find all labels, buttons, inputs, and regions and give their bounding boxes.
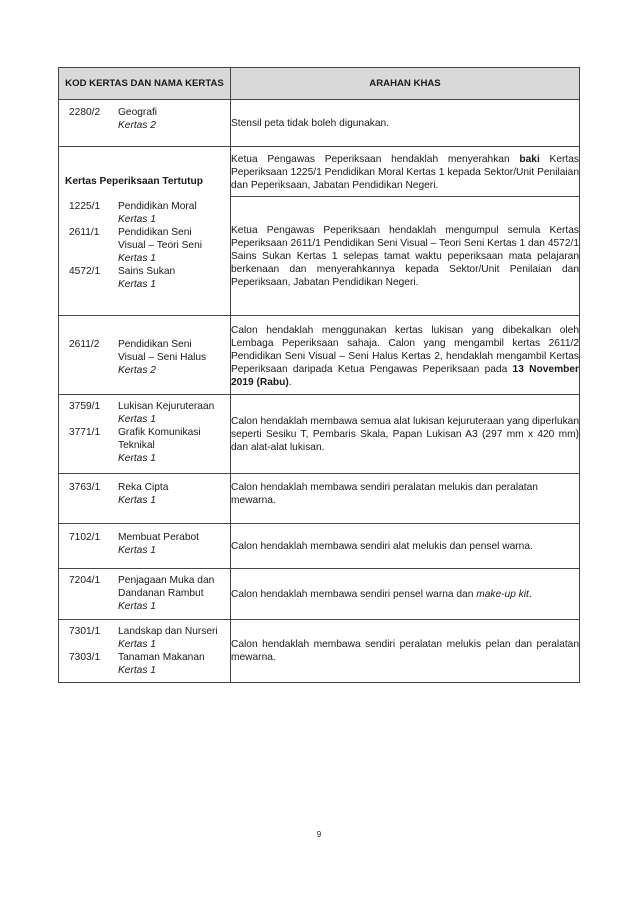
paper-code: 1225/1 [69,201,101,212]
paper-cell [59,524,231,569]
paper-code: 3771/1 [69,427,101,438]
paper-name-cont: Teknikal [118,440,155,451]
table-row [59,100,580,147]
table-row [59,620,580,683]
paper-item [63,338,226,377]
paper-item [63,651,226,677]
paper-name: Pendidikan Moral [118,201,197,212]
paper-cell [59,569,231,620]
paper-name: Lukisan Kejuruteraan [118,401,215,412]
paper-name: Pendidikan Seni [118,227,192,238]
paper-code: 3763/1 [69,482,101,493]
paper-kertas: Kertas 1 [118,279,156,290]
paper-kertas: Kertas 1 [118,665,156,676]
table-row [59,316,580,395]
paper-cell [59,147,231,316]
paper-item [63,531,226,557]
paper-cell [59,316,231,395]
paper-kertas: Kertas 1 [118,639,156,650]
paper-kertas: Kertas 1 [118,545,156,556]
paper-name: Landskap dan Nurseri [118,626,218,637]
paper-name: Grafik Komunikasi [118,427,201,438]
paper-name: Penjagaan Muka dan [118,575,215,586]
paper-item [63,106,226,132]
paper-cell [59,474,231,524]
paper-item [63,625,226,651]
paper-kertas: Kertas 2 [118,365,156,376]
paper-cell [59,620,231,683]
section-title: Kertas Peperiksaan Tertutup [65,176,203,187]
paper-name: Sains Sukan [118,266,176,277]
paper-code: 7102/1 [69,532,101,543]
paper-kertas: Kertas 1 [118,601,156,612]
paper-item [63,400,226,426]
table-row [59,147,580,197]
instruction-cell: Calon hendaklah membawa sendiri peralatan melukis dan peralatan mewarna. [231,474,580,524]
instruction-cell: Stensil peta tidak boleh digunakan. [231,100,580,147]
table-row [59,524,580,569]
paper-cell [59,100,231,147]
paper-code: 2611/2 [69,339,100,350]
paper-name-cont: Visual – Teori Seni [118,240,203,251]
paper-kertas: Kertas 1 [118,253,156,264]
paper-name: Tanaman Makanan [118,652,205,663]
table-row [59,569,580,620]
paper-code: 3759/1 [69,401,101,412]
paper-name: Reka Cipta [118,482,169,493]
header-kod-kertas: KOD KERTAS DAN NAMA KERTAS [59,68,231,100]
table-row [59,395,580,474]
paper-code: 7301/1 [69,626,101,637]
instruction-cell: Calon hendaklah membawa semua alat lukisan kejuruteraan yang diperlukan seperti Sesiku T, Pembaris Skala, Papan Lukisan A3 (297 mm x 420 mm) dan alat-alat lukisan. [231,395,580,474]
paper-code: 2280/2 [69,107,101,118]
header-arahan-khas: ARAHAN KHAS [231,68,580,100]
paper-code: 4572/1 [69,266,101,277]
paper-item [63,265,226,291]
paper-item [63,226,226,265]
paper-name-cont: Dandanan Rambut [118,588,204,599]
paper-code: 2611/1 [69,227,100,238]
instruction-cell: Calon hendaklah membawa sendiri alat melukis dan pensel warna. [231,524,580,569]
instruction-cell: Ketua Pengawas Peperiksaan hendaklah menyerahkan baki Kertas Peperiksaan 1225/1 Pendidikan Moral Kertas 1 kepada Sektor/Unit Penilaian dan Peperiksaan, Jabatan Pendidikan Negeri. [231,147,580,197]
paper-name: Geografi [118,107,158,118]
paper-kertas: Kertas 2 [118,120,156,131]
paper-item [63,426,226,465]
paper-kertas: Kertas 1 [118,495,156,506]
instruction-cell: Calon hendaklah membawa sendiri peralatan melukis pelan dan peralatan mewarna. [231,620,580,683]
paper-name: Membuat Perabot [118,532,199,543]
paper-item [63,481,226,507]
paper-kertas: Kertas 1 [118,453,156,464]
paper-name-cont: Visual – Seni Halus [118,352,207,363]
instruction-cell: Ketua Pengawas Peperiksaan hendaklah mengumpul semula Kertas Peperiksaan 2611/1 Pendidikan Seni Visual – Teori Seni Kertas 1 dan 4572/1 Sains Sukan Kertas 1 selepas tamat waktu peperiksaan mata pelajaran berkenaan dan menyerahkannya kepada Sektor/Unit Penilaian dan Peperiksaan, Jabatan Pendidikan Negeri. [231,197,580,316]
table-header-row [59,68,580,100]
instruction-cell: Calon hendaklah menggunakan kertas lukisan yang dibekalkan oleh Lembaga Peperiksaan sahaja. Calon yang mengambil kertas 2611/2 Pendidikan Seni Visual – Seni Halus Kertas 2, hendaklah mengambil Kertas Peperiksaan daripada Ketua Pengawas Peperiksaan pada 13 November 2019 (Rabu). [231,316,580,395]
instruction-cell: Calon hendaklah membawa sendiri pensel warna dan make-up kit. [231,569,580,620]
paper-kertas: Kertas 1 [118,414,156,425]
paper-name: Pendidikan Seni [118,339,192,350]
paper-code: 7204/1 [69,575,101,586]
paper-code: 7303/1 [69,652,101,663]
page-number: 9 [316,830,322,839]
paper-cell [59,395,231,474]
instructions-table [58,67,580,683]
paper-item [63,574,226,613]
table-row [59,474,580,524]
paper-item [63,200,226,226]
paper-kertas: Kertas 1 [118,214,156,225]
